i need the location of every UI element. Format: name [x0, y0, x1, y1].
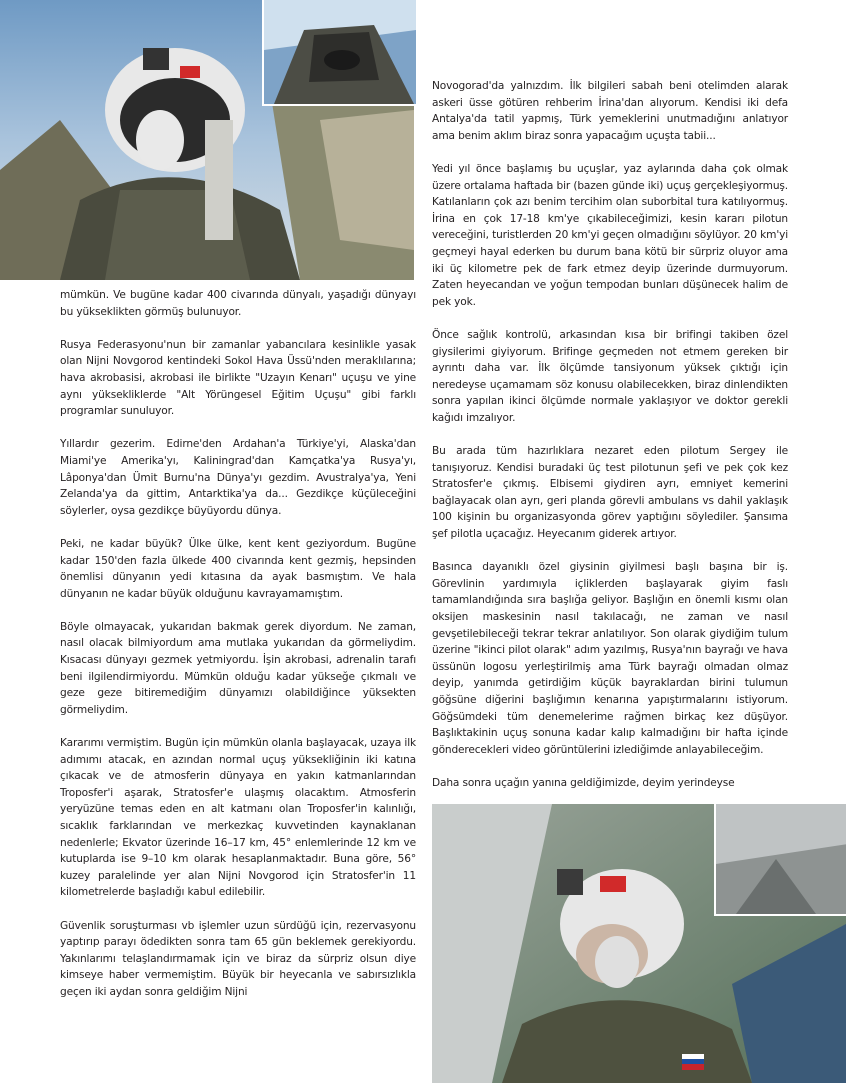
paragraph: mümkün. Ve bugüne kadar 400 civarında dünyalı, yaşadığı dünyayı bu yükseklikten görmüş bulunuyor.: [60, 289, 416, 318]
paragraph: Basınca dayanıklı özel giysinin giyilmesi başlı başına bir iş. Görevlinin yardımıyla içliklerden başlayarak giyim faslı tamamlandığında sıra başlığa geliyor. Başlığın en önemli kısmı olan oksijen maskesinin nasıl takılacağı, ne zaman ve nasıl gevşetilebileceği tekrar tekrar anlatılıyor. Son olarak giydiğim tulum üzerine "ikinci pilot olarak" adım yazılmış, Rusya'nın bayrağı ve hava üssünün logosu yerleştirilmiş ama Türk bayrağı olmadan olmaz deyip, yanımda getirdiğim küçük bayraklardan birini tulumun göğsüne diğerini başlığımın kenarına yapıştırmalarını istiyorum. Göğsümdeki tüm denemelerime rağmen birkaç kez düşüyor. Başlıktakinin uçuş sonuna kadar kalıp kalmadığını bir hafta içinde gönderecekleri video görüntülerini izlediğimde anlayabileceğim.: [432, 561, 788, 756]
paragraph: Daha sonra uçağın yanına geldiğimizde, deyim yerindeyse: [432, 776, 735, 789]
paragraph: Yıllardır gezerim. Edirne'den Ardahan'a Türkiye'yi, Alaska'dan Miami'ye Amerika'yı, Kaliningrad'dan Kamçatka'ya Rusya'yı, Lâponya'dan Ümit Burnu'na Dünya'yı gezdim. Avustralya'ya, Yeni Zelanda'ya da gittim, Antarktika'ya da... Gezdikçe küçüleceğini söylerler, oysa gezdikçe büyüyordu dünya.: [60, 438, 416, 517]
paragraph: Yedi yıl önce başlamış bu uçuşlar, yaz aylarında daha çok olmak üzere ortalama haftada bir (bazen günde iki) uçuş gerçekleşiyormuş. Katılanların çok azı benim tercihim olan suborbital tura katılıyormuş. İrina en çok 17-18 km'ye çıkabileceğimizi, kesin kararı pilotun vereceğini, turistlerden 20 km'yi geçen olmadığını söylüyor. 20 km'yi geçmeyi hayal ederken bu durum bana kötü bir sürpriz oluyor ama iki üç kilometre pek de fark etmez deyip üzerinde durmuyorum. Zaten heyecandan ve yoğun tempodan bunları düşünecek halim de pek yok.: [432, 162, 788, 308]
paragraph: Önce sağlık kontrolü, arkasından kısa bir brifingi takiben özel giysilerimi giyiyorum. Brifinge geçmeden not etmem gereken bir ayrıntı daha var. İlk ölçümde tansiyonum yüksek çıktığı için neredeyse uçamamam söz konusu olabilecekken, biraz dinlendikten sonra yapılan ikinci ölçümde normale yaklaşıyor ve doktor gerekli kağıdı imzalıyor.: [432, 328, 788, 424]
paragraph: Novogorad'da yalnızdım. İlk bilgileri sabah beni otelimden alarak askeri üsse götüren rehberim İrina'dan alıyorum. Kendisi iki defa Antalya'da tatil yapmış, Türk yemeklerini unutmadığını anlatıyor ama benim aklım biraz sonra yapacağım uçuşta tabii...: [432, 80, 788, 142]
paragraph: Böyle olmayacak, yukarıdan bakmak gerek diyordum. Ne zaman, nasıl olacak bilmiyordum ama mutlaka yukarıdan da görmeliydim. Kısacası dünyayı gezmek yetmiyordu. İşin akrobasi, adrenalin tarafı beni ilgilendirmiyordu. Mümkün olduğu kadar yükseğe çıkmalı ve geze geze bitiremediğim dünyamızı olabildiğince yüksekten görmeliydim.: [60, 620, 416, 716]
paragraph: Bu arada tüm hazırlıklara nezaret eden pilotum Sergey ile tanışıyoruz. Kendisi buradaki üç test pilotunun şefi ve pek çok kez Stratosfer'e çıkmış. Elbisemi giydiren ayrı, emniyet kemerini bağlayacak olan ayrı, geri planda görevli ambulans vs dahil yaklaşık 100 kişinin bu organizasyonda görev yaptığını söylediler. Şansıma şef pilotla uçacağız. Heyecanım giderek artıyor.: [432, 445, 788, 541]
cockpit-inset-photo-bottom: [714, 804, 846, 916]
article-column-right: [432, 78, 788, 808]
cockpit-inset-photo-top: [262, 0, 416, 106]
paragraph: Kararımı vermiştim. Bugün için mümkün olanla başlayacak, uzaya ilk adımımı atacak, en azından normal uçuş yüksekliğinin iki katına çıkacak ve de atmosferin dünyaya en yakın katmanlarından Troposfer'i aşarak, Stratosfer'e ulaşmış olacaktım. Atmosferin yeryüzüne temas eden en alt katmanı olan Troposfer'in kalınlığı, sıcaklık farklarından ve merkezkaç kuvvetinden kaynaklanan nedenlerle; Ekvator üzerinde 16–17 km, 45° enlemlerinde 12 km ve kutuplarda ise 9–10 km olarak hesaplanmaktadır. Buna göre, 56° kuzey paralelinde yer alan Nijni Novgorod için Stratosfer'in 11 kilometrelerde başladığı kabul edilebilir.: [60, 737, 416, 899]
article-column-left: [60, 287, 416, 1017]
paragraph: Rusya Federasyonu'nun bir zamanlar yabancılara kesinlikle yasak olan Nijni Novgorod kentindeki Sokol Hava Üssü'nden meraklılarına; hava akrobasisi, akrobasi ile birlikte "Uzayın Kenarı" uçuşu ve yine aynı yüksekliklerde "Alt Yörüngesel Eğitim Uçuşu" gibi farklı programlar sunuluyor.: [60, 338, 416, 418]
paragraph: Peki, ne kadar büyük? Ülke ülke, kent kent geziyordum. Bugüne kadar 150'den fazla ülkede 400 civarında kent gezmiş, hepsinden önemlisi dünyanın yedi kıtasına da ayak basmıştım. Ve hala dünyanın ne kadar büyük olduğunu kavrayamamıştım.: [60, 537, 416, 600]
paragraph: Güvenlik soruşturması vb işlemler uzun sürdüğü için, rezervasyonu yaptırıp parayı ödedikten sonra tam 65 gün beklemek gerekiyordu. Yakınlarımı telaşlandırmamak için ve biraz da sürpriz olsun diye kimseye haber vermemiştim. Büyük bir heyecanla ve sabırsızlıkla geçen iki aydan sonra geldiğim Nijni: [60, 919, 416, 998]
